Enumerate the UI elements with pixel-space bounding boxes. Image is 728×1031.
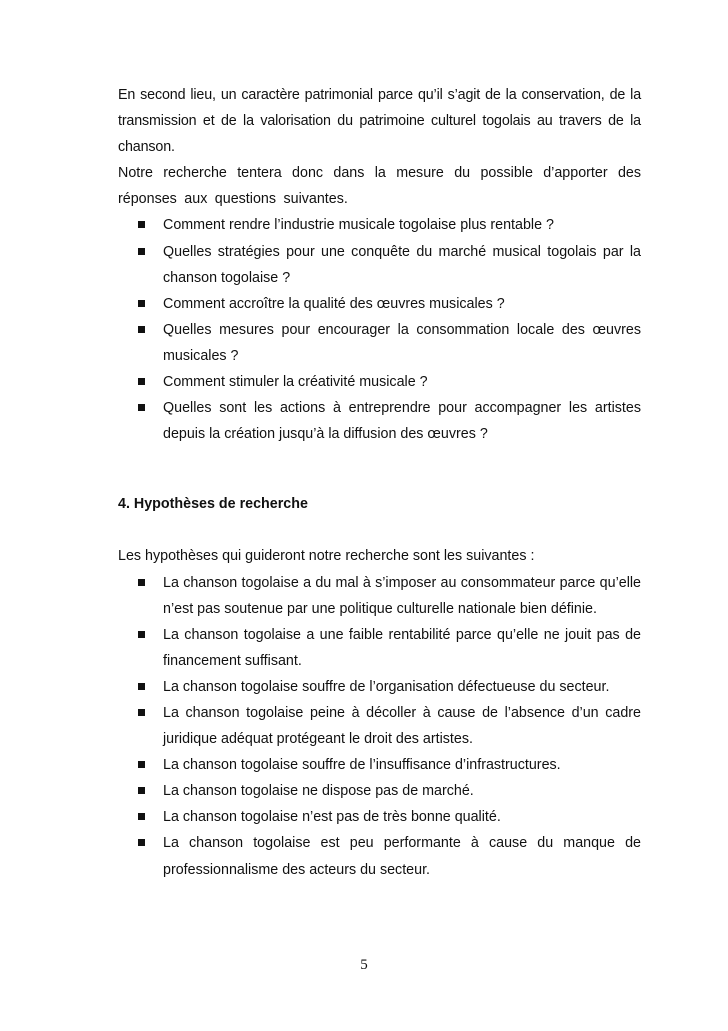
list-item: La chanson togolaise est peu performante à cause du manque de professionnalisme des acteurs du secteur.	[118, 830, 641, 882]
square-bullet-icon	[138, 248, 145, 255]
hypotheses-intro: Les hypothèses qui guideront notre recherche sont les suivantes :	[118, 548, 535, 565]
research-paragraph: Notre recherche tentera donc dans la mesure du possible d’apporter des réponses aux questions suivantes.	[118, 165, 641, 208]
list-item: Quelles sont les actions à entreprendre pour accompagner les artistes depuis la création jusqu’à la diffusion des œuvres ?	[118, 395, 641, 447]
intro-paragraph: En second lieu, un caractère patrimonial parce qu’il s’agit de la conservation, de la transmission et de la valorisation du patrimoine culturel togolais au travers de la chanson.	[118, 87, 641, 156]
list-item: La chanson togolaise n’est pas de très bonne qualité.	[118, 804, 641, 830]
list-item: Quelles mesures pour encourager la consommation locale des œuvres musicales ?	[118, 317, 641, 369]
list-item: Comment stimuler la créativité musicale ?	[118, 369, 641, 395]
list-item: La chanson togolaise souffre de l’organisation défectueuse du secteur.	[118, 674, 641, 700]
square-bullet-icon	[138, 221, 145, 228]
list-item: La chanson togolaise ne dispose pas de marché.	[118, 778, 641, 804]
list-item: La chanson togolaise a du mal à s’imposer au consommateur parce qu’elle n’est pas soutenue par une politique culturelle nationale bien définie.	[118, 570, 641, 622]
square-bullet-icon	[138, 761, 145, 768]
list-item: La chanson togolaise a une faible rentabilité parce qu’elle ne jouit pas de financement suffisant.	[118, 622, 641, 674]
list-item: Comment rendre l’industrie musicale togolaise plus rentable ?	[118, 212, 641, 238]
list-item: Comment accroître la qualité des œuvres musicales ?	[118, 291, 641, 317]
list-item: La chanson togolaise souffre de l’insuffisance d’infrastructures.	[118, 752, 641, 778]
square-bullet-icon	[138, 300, 145, 307]
square-bullet-icon	[138, 787, 145, 794]
list-item: Quelles stratégies pour une conquête du marché musical togolais par la chanson togolaise ?	[118, 239, 641, 291]
square-bullet-icon	[138, 813, 145, 820]
questions-list	[118, 212, 641, 447]
list-item: La chanson togolaise peine à décoller à cause de l’absence d’un cadre juridique adéquat protégeant le droit des artistes.	[118, 700, 641, 752]
section-heading: 4. Hypothèses de recherche	[118, 496, 308, 513]
square-bullet-icon	[138, 326, 145, 333]
square-bullet-icon	[138, 631, 145, 638]
square-bullet-icon	[138, 404, 145, 411]
square-bullet-icon	[138, 709, 145, 716]
square-bullet-icon	[138, 683, 145, 690]
square-bullet-icon	[138, 839, 145, 846]
page-content	[118, 82, 641, 883]
square-bullet-icon	[138, 579, 145, 586]
page-number: 5	[360, 957, 368, 973]
hypotheses-list	[118, 570, 641, 883]
square-bullet-icon	[138, 378, 145, 385]
